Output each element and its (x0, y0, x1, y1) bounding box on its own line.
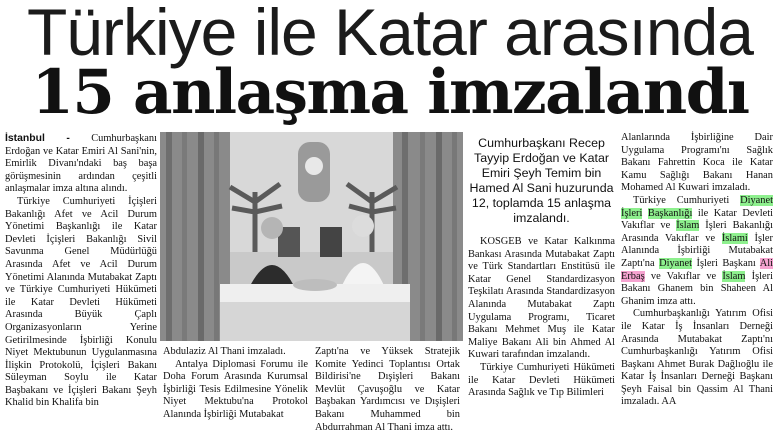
article-column-4 (468, 236, 615, 400)
pull-quote: Cumhurbaşkanı Recep Tayyip Erdoğan ve Katar Emiri Şeyh Temim bin Hamed Al Sani huzurunda 12, toplamda 15 anlaşma imzalandı. (469, 136, 614, 225)
text-run: ile Katar Devleti Vakıflar ve (621, 207, 773, 232)
text-run: İşleri Bakanı Ghanem bin Shaheen Al Ghanim imza attı. (621, 270, 774, 307)
paragraph: Zaptı'na ve Yüksek Stratejik Komite Yedinci Toplantısı Ortak Bildirisi'ne Dışişleri Bakanı Mevlüt Çavuşoğlu ve Katar Başbakan Yardımcısı ve Dışişleri Bakanı Muhammed bin Abdurrahman Al Thani imza attı. (315, 346, 460, 433)
paragraph: Cumhurbaşkanlığı Yatırım Ofisi ile Katar İş İnsanları Derneği Arasında Mutabakat Zaptı'nı Cumhurbaşkanlığı Yatırım Ofisi Başkanı Ahmet Burak Dağlıoğlu ile Katar İş İnsanları Derneği Başkanı Şeyh Faisal bin Qassim Al Thani imzaladı. AA (621, 308, 773, 408)
paragraph: Türkiye Cumhuriyeti Hükümeti ile Katar Devleti Hükümeti Arasında Sağlık ve Tıp Bilimleri (468, 361, 615, 399)
text-run: İşler Alanında İşbirliği Mutabakat Zaptı'na (621, 232, 773, 269)
paragraph-highlighted (621, 195, 773, 308)
photo-image (160, 132, 463, 341)
headline-line-2: 15 anlaşma imzalandı (31, 57, 749, 128)
paragraph: Alanlarında İşbirliğine Dair Uygulama Programı'nı Sağlık Bakanı Fahrettin Koca ile Katar Kamu Sağlığı Bakanı Hanan Mohamed Al Kuwari imzaladı. (621, 132, 773, 194)
paragraph: Türkiye Cumhuriyeti İçişleri Bakanlığı Afet ve Acil Durum Yönetimi Başkanlığı ile Katar Devleti İçişleri Bakanlığı Sivil Savunma Genel Müdürlüğü Arasında Afet ve Acil Durum Yönetimi Alanında Mutabakat Zaptı ve Türkiye Cumhuriyeti Hükümeti ile Katar Devleti Hükümeti Arasında Büyük Çaplı Organizasyonların Yerine Getirilmesinde İşbirliği Konulu Niyet Mektubunun Uygulanmasına İlişkin Protokolü, İçişleri Bakanı Süleyman Soylu ile Katar Başbakanı ve İçişleri Bakanı Şeyh Khalid bin Khalifa bin (5, 195, 157, 409)
article-column-1 (5, 133, 157, 410)
paragraph: Abdulaziz Al Thani imzaladı. (163, 346, 286, 357)
highlight: Diyanet (659, 257, 692, 269)
article-column-5 (621, 132, 773, 409)
highlight: İslam (676, 220, 700, 232)
signing-ceremony-photo (160, 132, 463, 341)
paragraph: Cumhurbaşkanı Erdoğan ve Katar Emiri Al Sani'nin, Emirlik Divanı'ndaki baş başa görüşmesinin ardından çeşitli anlaşmalar imza altına alındı. (5, 133, 157, 195)
dateline: İstanbul - (5, 133, 70, 144)
article-column-2 (163, 346, 308, 422)
paragraph: KOSGEB ve Katar Kalkınma Bankası Arasında Mutabakat Zaptı ve Türk Standartları Enstitüsü ile Katar Genel Standardizasyon Teşkilatı Arasında Standardizasyon Alanında Mutabakat Zaptı Uygulama Programı, Ticaret Bakanı Mehmet Muş ile Katar Maliye Bakanı Ali bin Ahmed Al Kuwari tarafından imzalandı. (468, 236, 615, 361)
text-run: İşleri Başkanı (692, 257, 760, 269)
paragraph: Antalya Diplomasi Forumu ile Doha Forum Arasında Kurumsal İşbirliği Tesis Edilmesine Yönelik Niyet Mektubu'na Protokol Alanında İşbirliği Mutabakat (163, 358, 308, 420)
highlight: Ali Erbaş (621, 257, 773, 282)
highlight: İslami (721, 232, 748, 244)
highlight: Diyanet İşleri (621, 194, 773, 219)
article-column-3 (315, 346, 460, 434)
highlight: Başkanlığı (647, 207, 693, 219)
text-run: ve Vakıflar ve (644, 270, 723, 282)
text-run: Türkiye Cumhuriyeti (633, 194, 741, 206)
text-run: İşleri Bakanlığı Arasında Vakıflar ve (621, 220, 774, 244)
highlight: İslam (722, 270, 746, 282)
headline-line-1: Türkiye ile Katar arasında (26, 0, 753, 69)
